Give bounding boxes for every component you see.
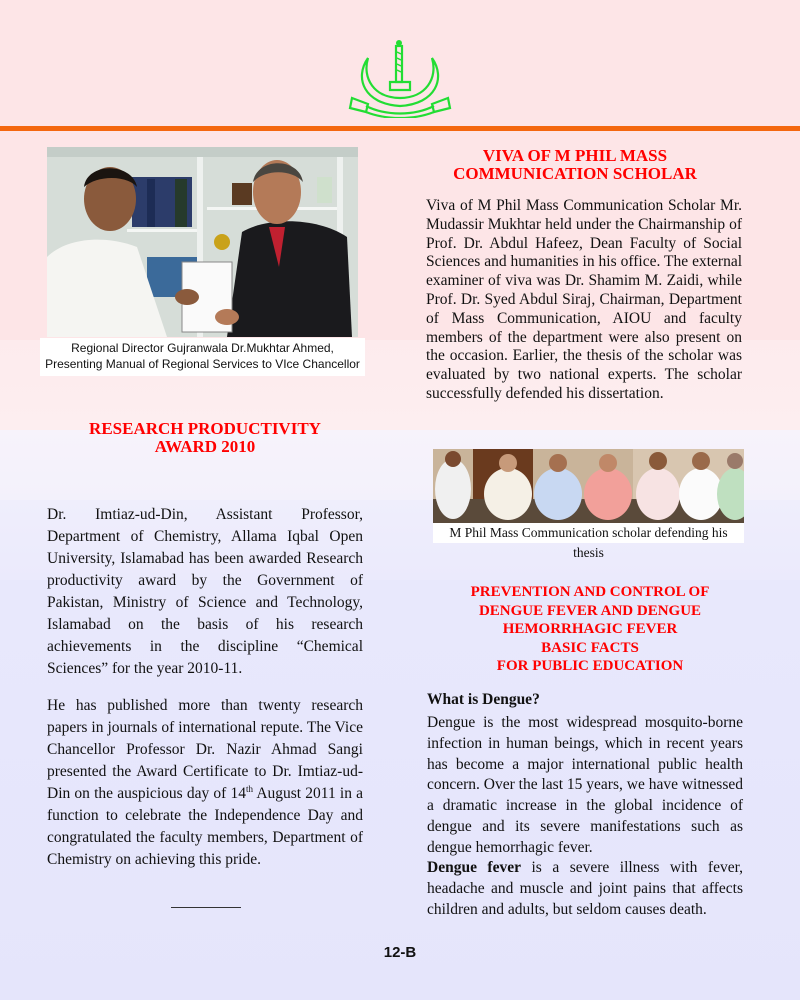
photo-caption (40, 338, 365, 376)
dengue-paragraph-2 (427, 858, 743, 920)
dengue-heading-line-2: DENGUE FEVER AND DENGUE (478, 602, 702, 619)
dengue-paragraph-1: Dengue is the most widespread mosquito-borne infection in human beings, which in recent years has become a major international public health concern. Over the last 15 years, we have witnessed a dramatic increase in the global incidence of dengue and its severe manifestations such as dengue hemorrhagic fever. (427, 714, 743, 856)
page-number: 12-B (383, 944, 417, 961)
research-paragraph-1: Dr. Imtiaz-ud-Din, Assistant Professor, Department of Chemistry, Allama Iqbal Open University, Islamabad has been awarded Research productivity award by the Government of Pakistan, Ministry of Science and Technology, Islamabad on the basis of his research achievements in the discipline “Chemical Sciences” for the year 2010-11. (47, 506, 363, 677)
dengue-heading-line-5: FOR PUBLIC EDUCATION (496, 658, 684, 674)
research-heading-line-1: RESEARCH PRODUCTIVITY (89, 419, 321, 438)
dengue-paragraph-2-text: is a severe illness with fever, headache and muscle and joint pains that affects children and adults, but seldom causes death. (427, 859, 744, 918)
research-heading (40, 420, 370, 456)
viva-photo-caption: M Phil Mass Communication scholar defending his thesis (433, 523, 744, 543)
ordinal-suffix: th (245, 783, 253, 794)
research-paragraph-2 (47, 695, 363, 871)
dengue-heading-line-3: HEMORRHAGIC FEVER (502, 621, 678, 637)
caption-line-2: Presenting Manual of Regional Services to VIce Chancellor (45, 357, 360, 371)
viva-body: Viva of M Phil Mass Communication Scholar Mr. Mudassir Mukhtar held under the Chairmanship of Prof. Dr. Abdul Hafeez, Dean Faculty of Social Sciences and humanities in his office. The external examiner of viva was Dr. Shamim M. Zaidi, while Prof. Dr. Syed Abdul Siraj, Chairman, Department of Mass Communication, AIOU and faculty members of the department were also present on the occasion. Earlier, the thesis of the scholar was evaluated by two national experts. The scholar successfully defended his dissertation. (426, 197, 742, 402)
university-crest-icon (346, 38, 454, 118)
dengue-heading-line-4: BASIC FACTS (541, 639, 639, 656)
dengue-heading (420, 583, 760, 676)
viva-heading (410, 147, 740, 183)
dengue-heading-line-1: PREVENTION AND CONTROL OF (470, 584, 710, 600)
viva-heading-line-1: VIVA OF M PHIL MASS (482, 146, 668, 165)
photo-manual-presentation (47, 147, 358, 337)
dengue-subheading: What is Dengue? (427, 691, 540, 708)
research-heading-line-2: AWARD 2010 (154, 437, 256, 456)
research-paragraph-2-text-cont: August 2011 in a function to celebrate the Independence Day and congratulated the faculty members, Department of Chemistry on achieving this pride. (47, 785, 363, 868)
research-paragraph-2-text: He has published more than twenty research papers in journals of international repute. The Vice Chancellor Professor Dr. Nazir Ahmad Sangi presented the Award Certificate to Dr. Imtiaz-ud-Din on the auspicious day of 14 (47, 697, 363, 802)
viva-heading-line-2: COMMUNICATION SCHOLAR (453, 164, 697, 183)
photo-viva-group (433, 449, 744, 523)
caption-line-1: Regional Director Gujranwala Dr.Mukhtar Ahmed, (71, 341, 334, 355)
dengue-fever-term: Dengue fever (427, 859, 521, 876)
header-rule (0, 126, 800, 131)
article-end-divider (171, 907, 241, 908)
